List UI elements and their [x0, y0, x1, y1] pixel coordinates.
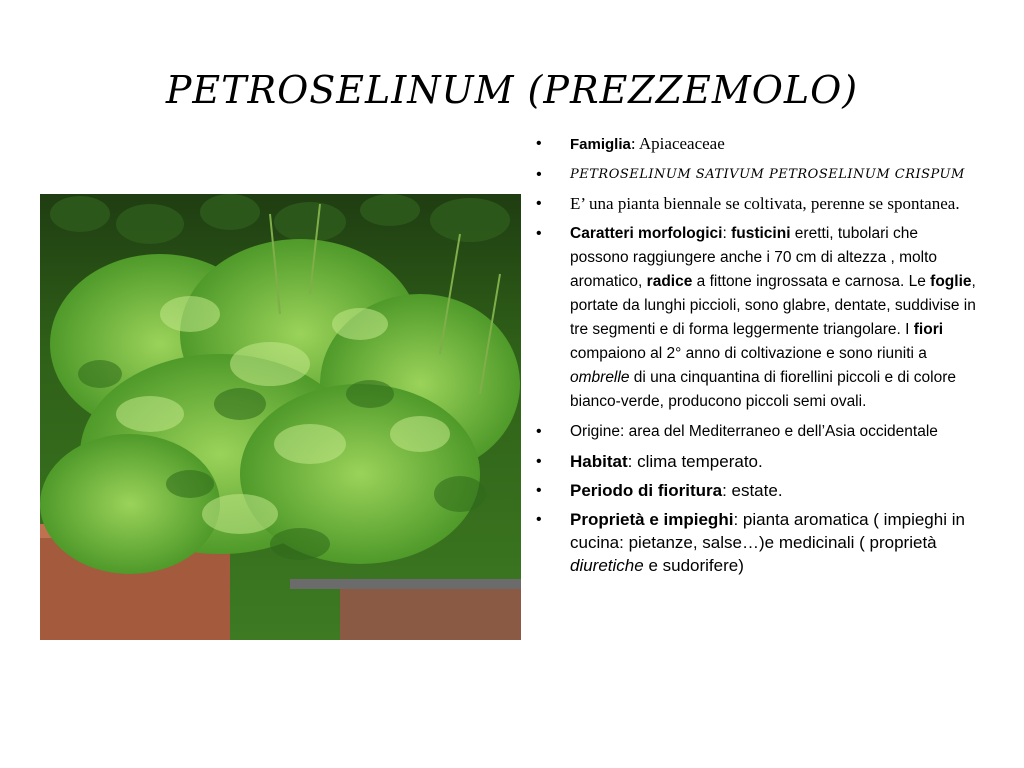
bullet-dot: •	[536, 225, 542, 242]
bullet-dot: •	[536, 453, 542, 470]
parsley-photo-graphic	[40, 194, 521, 640]
bullet-famiglia	[536, 132, 976, 157]
bullet-dot: •	[536, 482, 542, 499]
bullet-proprieta	[536, 508, 976, 577]
bullet-dot: •	[536, 195, 542, 212]
caratteri-i1: ombrelle	[570, 369, 630, 386]
caratteri-k1: fusticini	[731, 225, 791, 242]
bullet-habitat	[536, 450, 976, 473]
habitat-text: : clima temperato.	[627, 452, 763, 471]
caratteri-k3: foglie	[930, 273, 972, 290]
caratteri-k4: fiori	[913, 321, 944, 338]
slide-title: PETROSELINUM (PREZZEMOLO)	[165, 68, 859, 112]
caratteri-t3: a fittone ingrossata e carnosa. Le	[692, 273, 931, 290]
famiglia-value: Apiaceaceae	[638, 134, 725, 153]
bullet-caratteri	[536, 222, 976, 414]
habitat-label: Habitat	[570, 452, 628, 471]
species-text: PETROSELINUM SATIVUM PETROSELINUM CRISPUM	[570, 167, 965, 182]
caratteri-t6: di una cinquantina di fiorellini piccoli e di colore bianco-verde, producono piccoli semi ovali.	[570, 369, 957, 410]
bullet-dot: •	[536, 166, 543, 183]
bullet-dot: •	[536, 511, 542, 528]
famiglia-label: Famiglia	[570, 136, 631, 153]
origine-text: Origine: area del Mediterraneo e dell’Asia occidentale	[570, 423, 938, 440]
bullet-fioritura	[536, 479, 976, 502]
proprieta-i1: diuretiche	[570, 556, 644, 575]
biennale-text: E’ una pianta biennale se coltivata, perenne se spontanea.	[570, 194, 960, 213]
bullet-dot: •	[536, 423, 542, 440]
bullet-dot: •	[536, 135, 542, 152]
fioritura-label: Periodo di fioritura	[570, 481, 723, 500]
proprieta-label: Proprietà e impieghi	[570, 510, 734, 529]
caratteri-t4: , portate da lunghi piccioli, sono glabre, dentate, suddivise in tre segmenti e di forma leggermente triangolare. I	[570, 273, 976, 338]
fioritura-text: : estate.	[722, 481, 783, 500]
famiglia-sep: :	[630, 134, 639, 153]
bullet-species	[536, 163, 976, 186]
caratteri-t5: compaiono al 2° anno di coltivazione e sono riuniti a	[570, 345, 927, 362]
caratteri-k2: radice	[646, 273, 693, 290]
bullet-biennale	[536, 192, 976, 216]
parsley-photo	[40, 194, 521, 640]
proprieta-t2: e sudorifere)	[643, 556, 744, 575]
caratteri-t2: eretti, tubolari che possono raggiungere anche i 70 cm di altezza , molto aromatico,	[570, 225, 938, 290]
bullet-origine	[536, 420, 976, 444]
proprieta-t1: : pianta aromatica ( impieghi in cucina: pietanze, salse…)e medicinali ( proprietà	[570, 510, 965, 552]
caratteri-t1: :	[722, 225, 732, 242]
bullet-list	[536, 132, 976, 583]
caratteri-label: Caratteri morfologici	[570, 225, 723, 242]
